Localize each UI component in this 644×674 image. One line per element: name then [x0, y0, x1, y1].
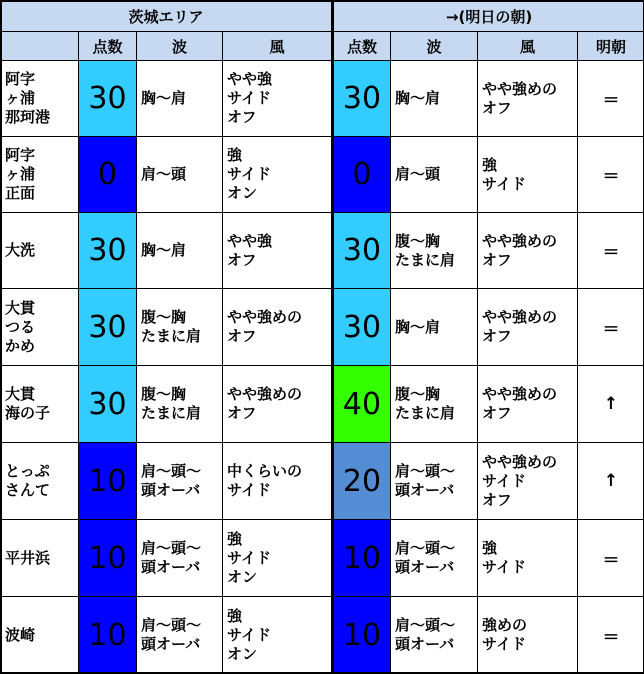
next-score-cell: 10 [333, 597, 391, 674]
spot-column-header [1, 32, 79, 61]
spot-name: 大洗 [1, 213, 79, 289]
table-row [1, 443, 644, 520]
next-wind-cell: やや強めの オフ [478, 366, 578, 443]
score-cell: 10 [79, 443, 137, 520]
score-cell: 30 [79, 289, 137, 366]
table-row [1, 520, 644, 597]
next-wave-cell: 肩～頭～ 頭オーバ [391, 520, 478, 597]
trend-cell: ↑ [578, 366, 644, 443]
table-row [1, 137, 644, 213]
area-title: 茨城エリア [1, 1, 333, 32]
next-wave-cell: 腹～胸 たまに肩 [391, 366, 478, 443]
score-cell: 10 [79, 520, 137, 597]
score-cell: 30 [79, 213, 137, 289]
score-cell: 30 [79, 61, 137, 137]
trend-column-header: 明朝 [578, 32, 644, 61]
wind-cell: 強 サイド オン [223, 597, 333, 674]
spot-name: 波崎 [1, 597, 79, 674]
wind-column-header: 風 [223, 32, 333, 61]
spot-name: 阿字 ヶ浦 那珂港 [1, 61, 79, 137]
wind-cell: 強 サイド オン [223, 520, 333, 597]
next-morning-title: →(明日の朝) [333, 1, 644, 32]
spot-name: 大貫 海の子 [1, 366, 79, 443]
wind-cell: やや強 サイド オフ [223, 61, 333, 137]
next-score-cell: 0 [333, 137, 391, 213]
table-row [1, 366, 644, 443]
spot-name: 大貫 つる かめ [1, 289, 79, 366]
wave-column-header: 波 [137, 32, 223, 61]
wind-cell: やや強めの オフ [223, 366, 333, 443]
next-wave-column-header: 波 [391, 32, 478, 61]
next-wind-cell: やや強めの オフ [478, 213, 578, 289]
table-row [1, 61, 644, 137]
wind-cell: 中くらいの サイド [223, 443, 333, 520]
wave-cell: 肩～頭 [137, 137, 223, 213]
trend-cell: ＝ [578, 597, 644, 674]
trend-cell: ↑ [578, 443, 644, 520]
next-score-cell: 10 [333, 520, 391, 597]
wave-cell: 腹～胸 たまに肩 [137, 289, 223, 366]
next-wave-cell: 腹～胸 たまに肩 [391, 213, 478, 289]
wave-cell: 肩～頭～ 頭オーバ [137, 443, 223, 520]
table-row [1, 597, 644, 674]
next-score-cell: 40 [333, 366, 391, 443]
table-row [1, 289, 644, 366]
wave-cell: 胸～肩 [137, 213, 223, 289]
forecast-rows [1, 61, 644, 674]
next-wave-cell: 胸～肩 [391, 61, 478, 137]
score-cell: 30 [79, 366, 137, 443]
next-score-column-header: 点数 [333, 32, 391, 61]
trend-cell: ＝ [578, 520, 644, 597]
next-wind-cell: 強 サイド [478, 520, 578, 597]
next-wave-cell: 肩～頭～ 頭オーバ [391, 443, 478, 520]
trend-cell: ＝ [578, 61, 644, 137]
wave-cell: 胸～肩 [137, 61, 223, 137]
table-row [1, 213, 644, 289]
next-wind-column-header: 風 [478, 32, 578, 61]
score-column-header: 点数 [79, 32, 137, 61]
next-wind-cell: 強めの サイド [478, 597, 578, 674]
spot-name: 阿字 ヶ浦 正面 [1, 137, 79, 213]
score-cell: 10 [79, 597, 137, 674]
score-cell: 0 [79, 137, 137, 213]
trend-cell: ＝ [578, 289, 644, 366]
next-wave-cell: 肩～頭 [391, 137, 478, 213]
trend-cell: ＝ [578, 213, 644, 289]
next-score-cell: 30 [333, 213, 391, 289]
next-wind-cell: やや強めの オフ [478, 61, 578, 137]
wave-cell: 肩～頭～ 頭オーバ [137, 597, 223, 674]
next-score-cell: 30 [333, 61, 391, 137]
wind-cell: やや強 オフ [223, 213, 333, 289]
wind-cell: 強 サイド オン [223, 137, 333, 213]
next-wave-cell: 胸～肩 [391, 289, 478, 366]
spot-name: 平井浜 [1, 520, 79, 597]
next-wind-cell: 強 サイド [478, 137, 578, 213]
wave-cell: 肩～頭～ 頭オーバ [137, 520, 223, 597]
trend-cell: ＝ [578, 137, 644, 213]
next-wave-cell: 肩～頭～ 頭オーバ [391, 597, 478, 674]
wave-cell: 腹～胸 たまに肩 [137, 366, 223, 443]
next-score-cell: 30 [333, 289, 391, 366]
next-score-cell: 20 [333, 443, 391, 520]
next-wind-cell: やや強めの サイド オフ [478, 443, 578, 520]
spot-name: とっぷ さんて [1, 443, 79, 520]
wind-cell: やや強めの オフ [223, 289, 333, 366]
next-wind-cell: やや強めの オフ [478, 289, 578, 366]
